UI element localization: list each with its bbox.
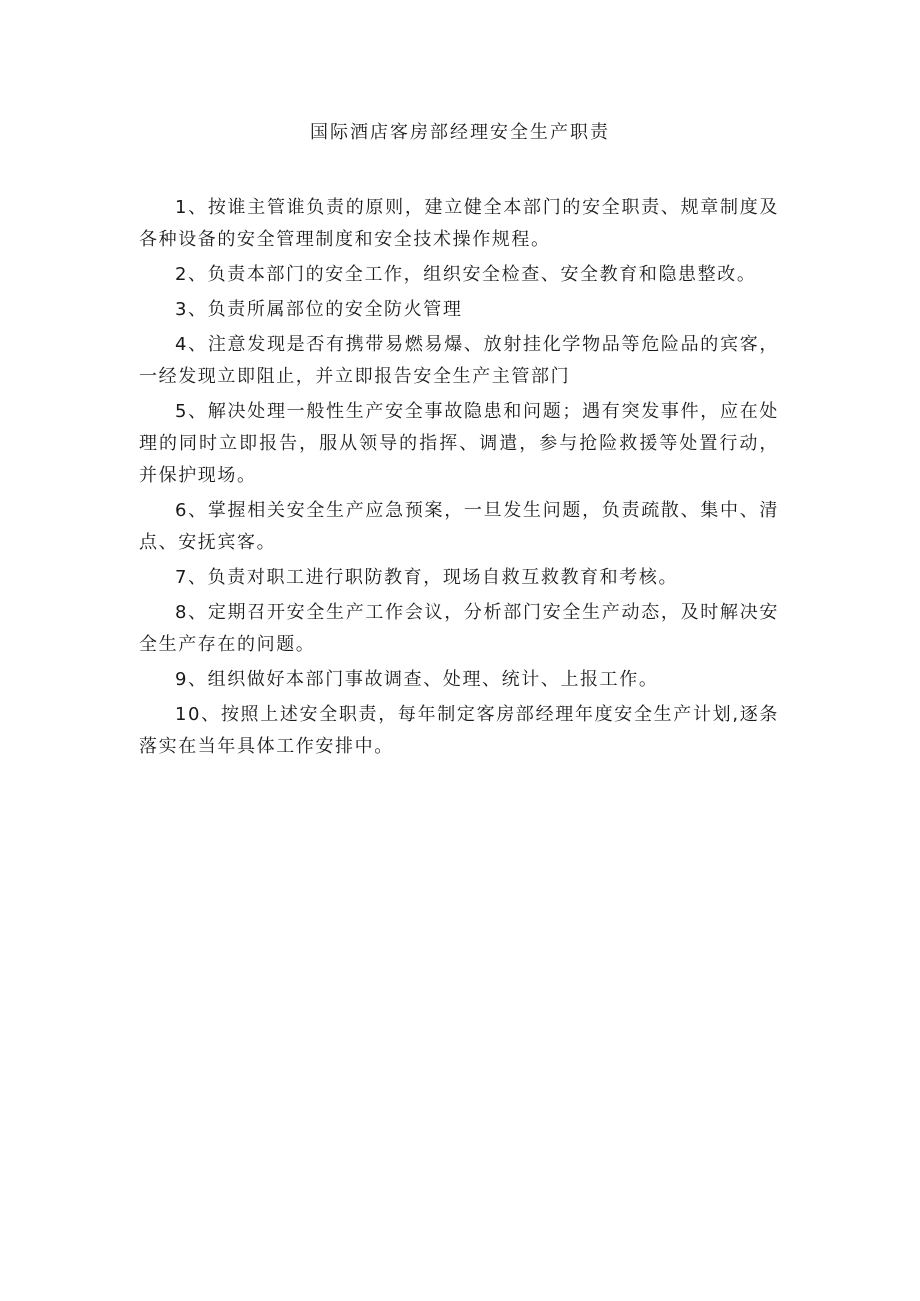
duty-item-10: 10、按照上述安全职责，每年制定客房部经理年度安全生产计划,逐条落实在当年具体工作安排中。 <box>139 704 779 757</box>
duty-item-4: 4、注意发现是否有携带易燃易爆、放射挂化学物品等危险品的宾客，一经发现立即阻止，并立即报告安全生产主管部门 <box>139 334 779 387</box>
document-title: 国际酒店客房部经理安全生产职责 <box>310 122 610 143</box>
duty-item-3: 3、负责所属部位的安全防火管理 <box>175 299 463 320</box>
duty-item-5: 5、解决处理一般性生产安全事故隐患和问题；遇有突发事件，应在处理的同时立即报告，服从领导的指挥、调遣，参与抢险救援等处置行动，并保护现场。 <box>139 401 779 486</box>
duty-item-7: 7、负责对职工进行职防教育，现场自救互救教育和考核。 <box>175 567 679 588</box>
duty-item-6: 6、掌握相关安全生产应急预案，一旦发生问题，负责疏散、集中、清点、安抚宾客。 <box>139 500 779 553</box>
duty-item-9: 9、组织做好本部门事故调查、处理、统计、上报工作。 <box>175 669 659 690</box>
document-body <box>139 192 779 766</box>
duty-item-1: 1、按谁主管谁负责的原则，建立健全本部门的安全职责、规章制度及各种设备的安全管理制度和安全技术操作规程。 <box>139 197 779 250</box>
duty-item-8: 8、定期召开安全生产工作会议，分析部门安全生产动态，及时解决安全生产存在的问题。 <box>139 602 779 655</box>
duty-item-2: 2、负责本部门的安全工作，组织安全检查、安全教育和隐患整改。 <box>175 264 757 285</box>
